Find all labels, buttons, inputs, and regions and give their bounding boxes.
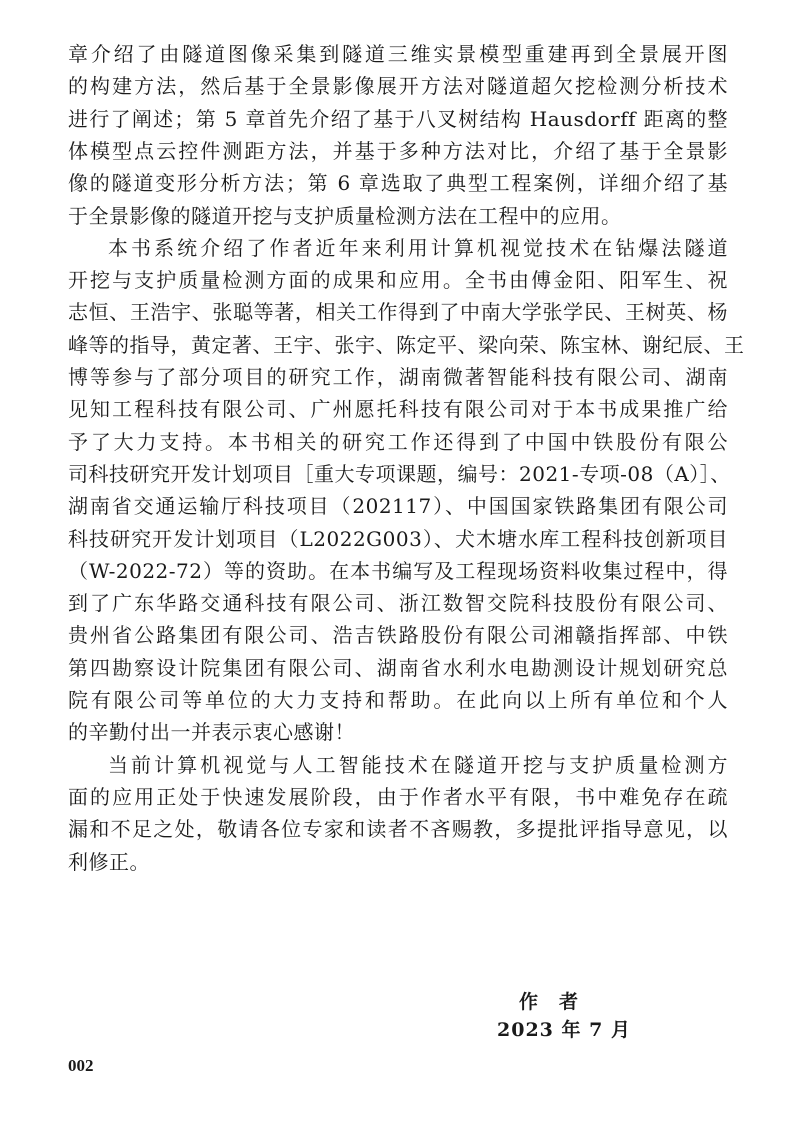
text-line: 于全景影像的隧道开挖与支护质量检测方法在工程中的应用。 — [68, 203, 622, 228]
text-line: 博等参与了部分项目的研究工作，湖南微著智能科技有限公司、湖南 — [68, 365, 728, 389]
text-line: 当前计算机视觉与人工智能技术在隧道开挖与支护质量检测方 — [108, 752, 728, 777]
text-line: 章介绍了由隧道图像采集到隧道三维实景模型重建再到全景展开图 — [68, 42, 728, 66]
text-line: 面的应用正处于快速发展阶段，由于作者水平有限，书中难免存在疏 — [68, 784, 728, 809]
text-line: 第四勘察设计院集团有限公司、湖南省水利水电勘测设计规划研究总 — [68, 655, 728, 680]
text-line: 到了广东华路交通科技有限公司、浙江数智交院科技股份有限公司、 — [68, 591, 728, 616]
signature-author: 作 者 — [519, 991, 580, 1013]
text-line: 像的隧道变形分析方法；第 6 章选取了典型工程案例，详细介绍了基 — [68, 171, 728, 196]
text-line: 湖南省交通运输厅科技项目（202117）、中国国家铁路集团有限公司 — [68, 494, 728, 519]
text-line: 的辛勤付出一并表示衷心感谢！ — [68, 720, 355, 745]
text-line: 见知工程科技有限公司、广州愿托科技有限公司对于本书成果推广给 — [68, 397, 728, 422]
text-line: 漏和不足之处，敬请各位专家和读者不吝赐教，多提批评指导意见，以 — [68, 817, 728, 842]
text-line: （W-2022-72）等的资助。在本书编写及工程现场资料收集过程中，得 — [68, 558, 728, 583]
text-line: 本书系统介绍了作者近年来利用计算机视觉技术在钻爆法隧道 — [108, 235, 728, 260]
text-line: 科技研究开发计划项目（L2022G003）、犬木塘水库工程科技创新项目 — [68, 526, 728, 551]
text-line: 院有限公司等单位的大力支持和帮助。在此向以上所有单位和个人 — [68, 688, 728, 712]
text-line: 予了大力支持。本书相关的研究工作还得到了中国中铁股份有限公 — [68, 429, 728, 454]
page-number: 002 — [68, 1056, 94, 1075]
text-line: 利修正。 — [68, 849, 150, 874]
text-line: 贵州省公路集团有限公司、浩吉铁路股份有限公司湘赣指挥部、中铁 — [68, 623, 728, 648]
text-line: 志恒、王浩宇、张聪等著，相关工作得到了中南大学张学民、王树英、杨 — [68, 300, 728, 325]
text-line: 司科技研究开发计划项目［重大专项课题，编号：2021-专项-08（A）］、 — [68, 461, 731, 486]
text-line: 进行了阐述；第 5 章首先介绍了基于八叉树结构 Hausdorff 距离的整 — [68, 106, 728, 131]
text-line: 的构建方法，然后基于全景影像展开方法对隧道超欠挖检测分析技术 — [68, 74, 728, 99]
text-line: 开挖与支护质量检测方面的成果和应用。全书由傅金阳、阳军生、祝 — [68, 268, 728, 293]
text-line: 峰等的指导，黄定著、王宇、张宇、陈定平、梁向荣、陈宝林、谢纪辰、王 — [68, 332, 745, 357]
signature-date: 2023 年 7 月 — [497, 1019, 631, 1041]
text-line: 体模型点云控件测距方法，并基于多种方法对比，介绍了基于全景影 — [68, 138, 728, 163]
